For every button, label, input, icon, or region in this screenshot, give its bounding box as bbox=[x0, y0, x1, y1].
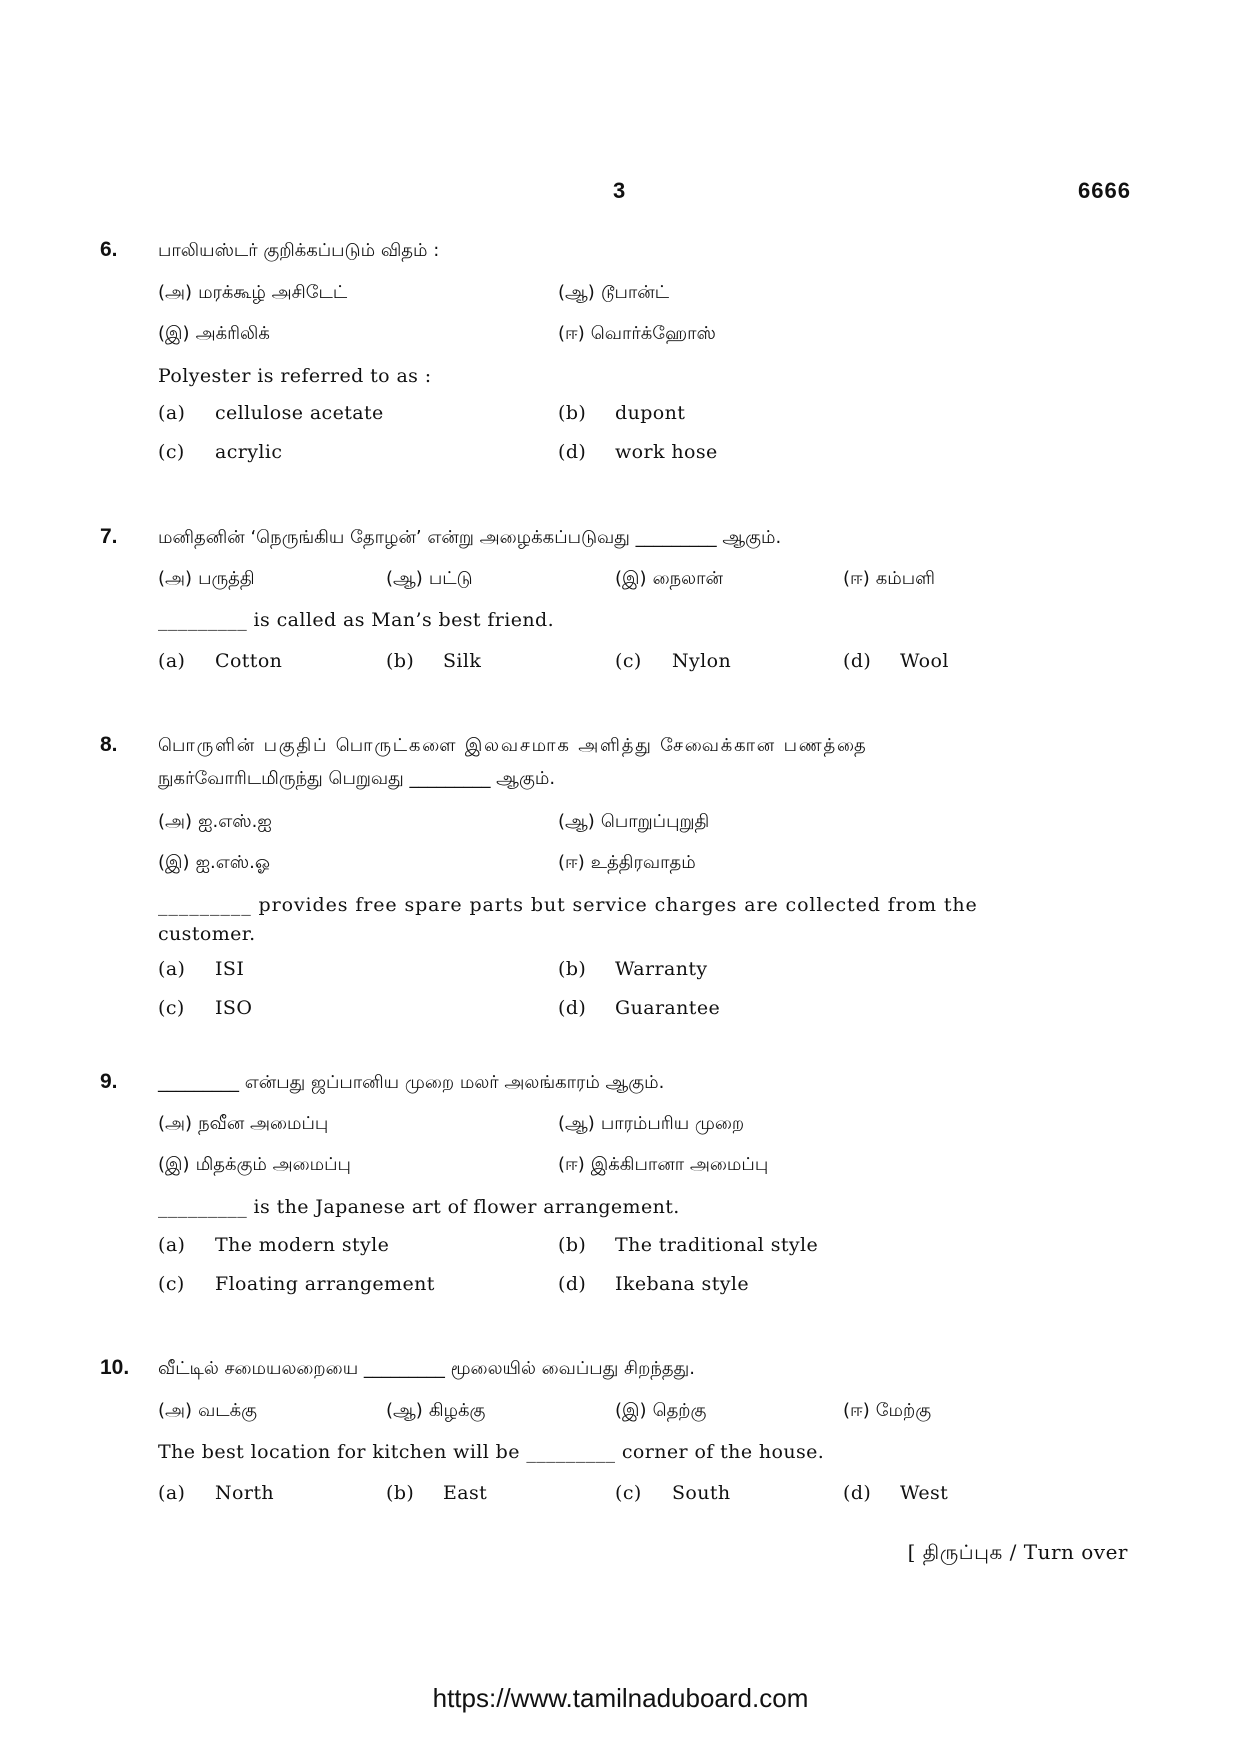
tamil-option: (இ) மிதக்கும் அமைப்பு bbox=[158, 1154, 351, 1175]
english-option: (c) South bbox=[615, 1482, 731, 1504]
tamil-option: (ஆ) கிழக்கு bbox=[386, 1400, 486, 1421]
question-number: 9. bbox=[100, 1070, 118, 1093]
tamil-option: (இ) நைலான் bbox=[615, 568, 723, 589]
english-question: _________ is called as Man’s best friend. bbox=[158, 609, 555, 631]
english-option: (d) West bbox=[843, 1482, 949, 1504]
turn-over-note: [ திருப்புக / Turn over bbox=[907, 1540, 1128, 1564]
tamil-question: பொருளின் பகுதிப் பொருட்களை இலவசமாக அளித்து சேவைக்கான பணத்தை bbox=[158, 735, 868, 756]
english-option: (d) Ikebana style bbox=[558, 1273, 749, 1295]
tamil-question: பாலியஸ்டர் குறிக்கப்படும் விதம் : bbox=[158, 240, 440, 261]
tamil-option: (ஆ) பாரம்பரிய முறை bbox=[558, 1113, 745, 1134]
question-number: 6. bbox=[100, 238, 118, 261]
question-number: 10. bbox=[100, 1356, 130, 1379]
tamil-option: (அ) மரக்கூழ் அசிடேட் bbox=[158, 282, 348, 303]
tamil-option: (அ) வடக்கு bbox=[158, 1400, 258, 1421]
english-option: (b) The traditional style bbox=[558, 1234, 819, 1256]
tamil-option: (இ) தெற்கு bbox=[615, 1400, 707, 1421]
paper-code: 6666 bbox=[1078, 178, 1131, 203]
english-option: (a) ISI bbox=[158, 958, 245, 980]
english-option: (d) Wool bbox=[843, 650, 949, 672]
tamil-question: மனிதனின் ‘நெருங்கிய தோழன்’ என்று அழைக்கப்படுவது _________ ஆகும். bbox=[158, 527, 782, 548]
english-question: The best location for kitchen will be _________ corner of the house. bbox=[158, 1441, 825, 1463]
english-option: (c) Floating arrangement bbox=[158, 1273, 435, 1295]
tamil-option: (ஈ) மேற்கு bbox=[843, 1400, 932, 1421]
tamil-option: (இ) ஐ.எஸ்.ஓ bbox=[158, 852, 270, 873]
english-option: (d) work hose bbox=[558, 441, 718, 463]
english-option: (b) dupont bbox=[558, 402, 686, 424]
english-option: (c) acrylic bbox=[158, 441, 283, 463]
tamil-option: (இ) அக்ரிலிக் bbox=[158, 323, 270, 344]
tamil-option: (ஆ) டூபான்ட் bbox=[558, 282, 670, 303]
english-option: (d) Guarantee bbox=[558, 997, 721, 1019]
tamil-question: _________ என்பது ஜப்பானிய முறை மலர் அலங்காரம் ஆகும். bbox=[158, 1072, 665, 1093]
english-option: (b) Silk bbox=[386, 650, 482, 672]
tamil-option: (அ) பருத்தி bbox=[158, 568, 255, 589]
tamil-option: (ஈ) கம்பளி bbox=[843, 568, 936, 589]
source-url: https://www.tamilnaduboard.com bbox=[432, 1683, 809, 1713]
tamil-option: (ஈ) வொர்க்ஹோஸ் bbox=[558, 323, 716, 344]
tamil-option: (அ) ஐ.எஸ்.ஐ bbox=[158, 811, 272, 832]
english-option: (b) East bbox=[386, 1482, 488, 1504]
english-option: (a) Cotton bbox=[158, 650, 283, 672]
tamil-option: (ஈ) உத்திரவாதம் bbox=[558, 852, 696, 873]
english-option: (a) North bbox=[158, 1482, 275, 1504]
question-number: 8. bbox=[100, 733, 118, 756]
english-question: _________ is the Japanese art of flower arrangement. bbox=[158, 1196, 680, 1218]
tamil-question: நுகர்வோரிடமிருந்து பெறுவது _________ ஆகும். bbox=[158, 768, 556, 789]
english-option: (c) Nylon bbox=[615, 650, 732, 672]
tamil-question: வீட்டில் சமையலறையை _________ மூலையில் வைப்பது சிறந்தது. bbox=[158, 1358, 695, 1379]
tamil-option: (ஆ) பட்டு bbox=[386, 568, 473, 589]
english-option: (a) The modern style bbox=[158, 1234, 390, 1256]
tamil-option: (ஆ) பொறுப்புறுதி bbox=[558, 811, 710, 832]
english-question: customer. bbox=[158, 923, 256, 945]
english-question: Polyester is referred to as : bbox=[158, 365, 432, 387]
question-number: 7. bbox=[100, 525, 118, 548]
english-option: (a) cellulose acetate bbox=[158, 402, 384, 424]
english-question: _________ provides free spare parts but service charges are collected from the bbox=[158, 894, 978, 916]
english-option: (b) Warranty bbox=[558, 958, 708, 980]
tamil-option: (அ) நவீன அமைப்பு bbox=[158, 1113, 329, 1134]
english-option: (c) ISO bbox=[158, 997, 253, 1019]
page-number: 3 bbox=[613, 178, 627, 203]
tamil-option: (ஈ) இக்கிபானா அமைப்பு bbox=[558, 1154, 769, 1175]
